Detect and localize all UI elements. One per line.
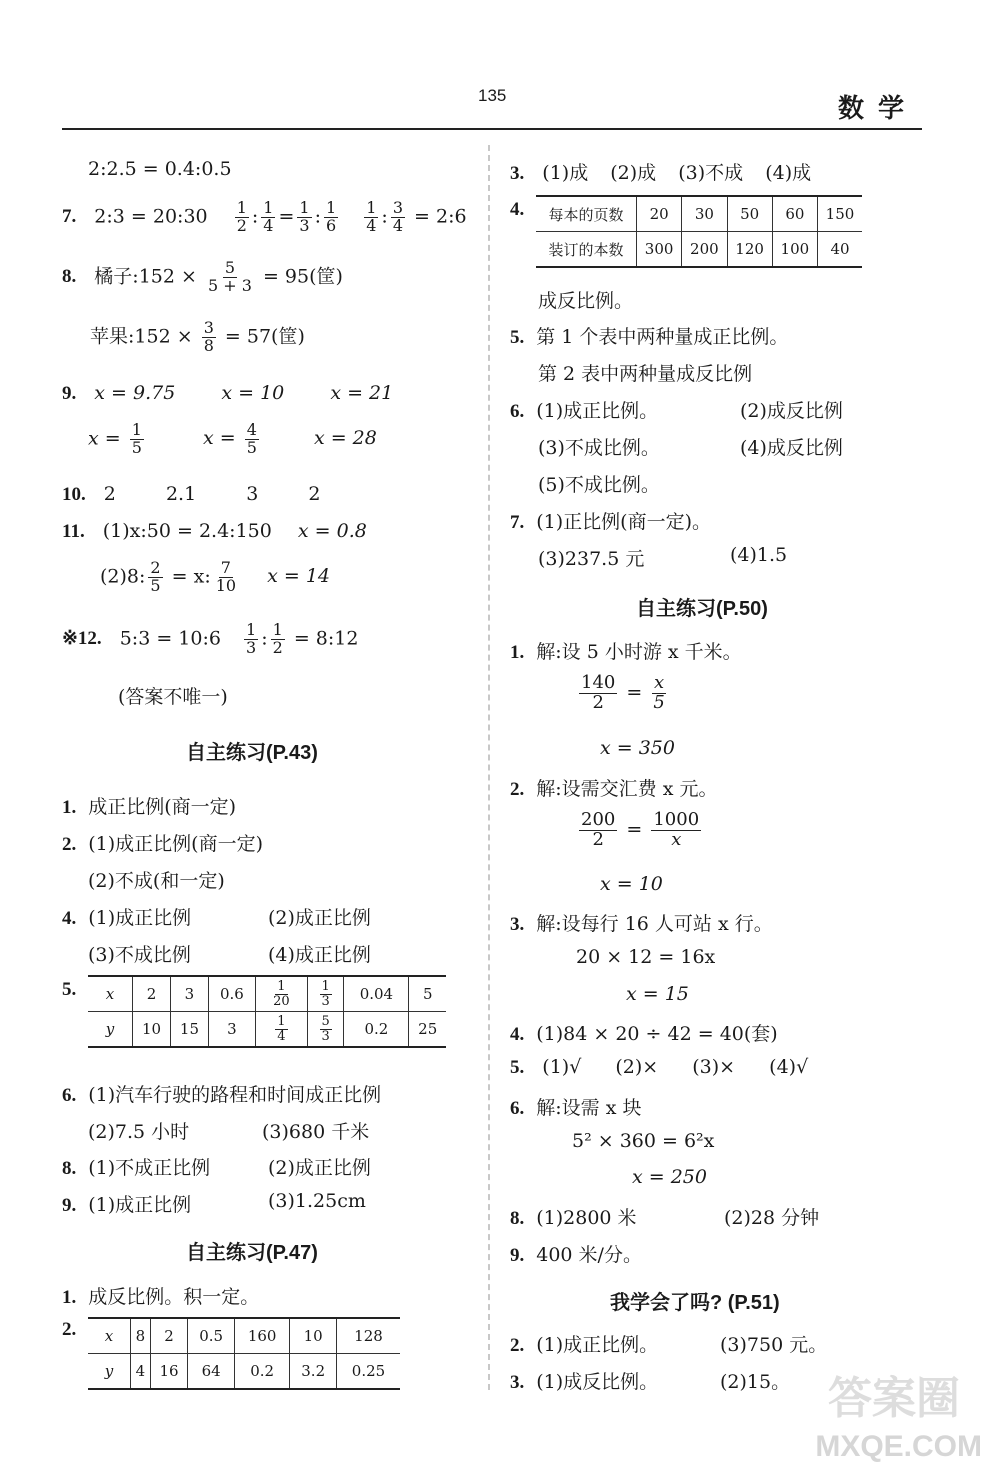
r-answer-7b: (3)237.5 元 (538, 548, 645, 570)
table-cell: 160 (234, 1318, 290, 1354)
q-number: 7. (62, 206, 77, 228)
table-cell: 200 (682, 232, 727, 268)
fraction: $\frac{1}{6}$ (325, 198, 337, 235)
fraction: $\frac{7}{10}$ (215, 558, 237, 595)
value: 2 (308, 483, 321, 505)
q-number: 2. (510, 779, 525, 800)
table-cell: 3.2 (290, 1354, 337, 1390)
answer-12: ※12. 5:3 = 10:6 $\frac{1}{3}$ : $\frac{1}{2}$ = 8:12 (62, 620, 359, 657)
p43-answer-6a (62, 1080, 381, 1107)
fraction: $\frac{1}{2}$ (272, 620, 283, 657)
answer-text: 成正比例(商一定) (88, 796, 237, 818)
fraction: $\frac{1}{3}$ (246, 620, 257, 657)
q-number: 9. (62, 383, 77, 404)
table-cell: 2 (150, 1318, 188, 1354)
table-cell: 40 (818, 232, 863, 268)
answer-text: (4)成 (765, 162, 812, 184)
p50-solution-6: x = 250 (632, 1166, 707, 1188)
answer-text: (1)成正比例 (88, 907, 192, 929)
answer-text: (1)汽车行驶的路程和时间成正比例 (88, 1084, 382, 1106)
answer-11a (62, 520, 367, 543)
answer-text: (3)不成 (678, 162, 744, 184)
xy-table-p47 (88, 1317, 400, 1390)
judgement: (4)√ (769, 1056, 809, 1078)
table-cell: 8 (131, 1318, 151, 1354)
fraction: $\frac{1}{5}$ (131, 420, 142, 457)
table-cell: y (88, 1012, 133, 1048)
q-number: 3. (510, 163, 525, 184)
solution: x = (202, 427, 236, 450)
p43-answer-5-label (62, 978, 88, 1001)
r-answer-4-after: 成反比例。 (538, 290, 634, 312)
table-cell: $\frac{1}{4}$ (255, 1012, 307, 1048)
p43-answer-9a (62, 1190, 191, 1217)
q-number: 9. (62, 1195, 77, 1216)
p50-equation-1: $\frac{140}{2}$ = $\frac{x}{5}$ (581, 672, 665, 713)
q-number: 5. (62, 979, 77, 1000)
table-cell: y (88, 1354, 131, 1390)
r-answer-5a (510, 322, 788, 349)
judgement: (1)√ (542, 1056, 582, 1078)
p50-equation-2: $\frac{200}{2}$ = $\frac{1000}{x}$ (581, 809, 700, 850)
q-number: 8. (510, 1208, 525, 1229)
q-number: 8. (62, 1158, 77, 1179)
answer-9a (62, 382, 393, 405)
table-cell: 装订的本数 (536, 232, 637, 268)
table-cell: 15 (170, 1012, 208, 1048)
q-number: 1. (62, 1287, 77, 1308)
table-cell: 3 (208, 1012, 255, 1048)
solution: x = (88, 427, 121, 450)
p43-answer-8a (62, 1153, 210, 1180)
answer-text: (1)成正比例(商一定) (88, 833, 263, 855)
answer-text: (1)正比例(商一定)。 (536, 511, 711, 533)
r-answer-6a (510, 396, 658, 423)
expr-text: = 57(筐) (224, 325, 305, 348)
q-number: 4. (510, 199, 525, 220)
q-number: 8. (62, 266, 77, 288)
q-number: 2. (62, 834, 77, 855)
expr-text: = 8:12 (293, 627, 359, 650)
solution: x = 0.8 (297, 520, 367, 542)
table-cell: 10 (133, 1012, 171, 1048)
p51-answer-3b: (2)15。 (720, 1371, 791, 1393)
q-number: 5. (510, 327, 525, 348)
judgement: (3)× (692, 1056, 736, 1078)
fraction: $\frac{1}{4}$ (366, 198, 377, 235)
table-cell: 4 (131, 1354, 151, 1390)
p47-answer-1 (62, 1282, 259, 1309)
answer-7: 7. 2:3 = 20:30 $\frac{1}{2}$ : $\frac{1}{4}$ = $\frac{1}{3}$ : $\frac{1}{6}$ $\frac{1}{4}$ : $\frac{3}{4}$ = 2:6 (62, 198, 467, 235)
answer-text: (1)84 × 20 ÷ 42 = 40(套) (536, 1023, 778, 1045)
answer-11b (100, 560, 330, 595)
q-number: 3. (510, 914, 525, 935)
answer-text: (1)成正比例 (88, 1194, 192, 1216)
solution: x = 9.75 (94, 382, 176, 404)
table-cell: $\frac{1}{20}$ (255, 976, 307, 1012)
q-number: 3. (510, 1372, 525, 1393)
table-cell: 16 (150, 1354, 188, 1390)
table-cell: 300 (637, 232, 682, 268)
table-cell: 30 (682, 196, 727, 232)
table-cell: 10 (290, 1318, 337, 1354)
table-cell: 0.6 (208, 976, 255, 1012)
answer-8a (62, 260, 343, 295)
p51-answer-2b: (3)750 元。 (720, 1334, 828, 1356)
fraction: $\frac{1}{2}$ (236, 198, 247, 235)
answer-text: 第 1 个表中两种量成正比例。 (536, 326, 789, 348)
answer-text: 解:设需交汇费 x 元。 (536, 778, 718, 800)
q-number: 4. (62, 908, 77, 929)
solution: x = 10 (221, 382, 285, 404)
fraction: $\frac{4}{5}$ (246, 420, 257, 457)
p50-answer-9 (510, 1240, 642, 1267)
table-cell: 0.04 (344, 976, 409, 1012)
solution: x = 21 (330, 382, 394, 404)
q-number: 4. (510, 1024, 525, 1045)
r-answer-6d: (4)成反比例 (740, 437, 843, 459)
p43-answer-4b: (2)成正比例 (268, 907, 371, 929)
table-cell: 0.2 (344, 1012, 409, 1048)
q-number: 6. (62, 1085, 77, 1106)
table-cell: 100 (772, 232, 817, 268)
answer-text: (1)不成正比例 (88, 1157, 211, 1179)
answer-text: (2)成 (610, 162, 657, 184)
table-cell: 5 (409, 976, 446, 1012)
r-answer-3 (510, 158, 811, 185)
table-cell: 120 (727, 232, 772, 268)
table-cell: $\frac{1}{3}$ (307, 976, 343, 1012)
answer-text: 解:设每行 16 人可站 x 行。 (536, 913, 773, 935)
p43-answer-6b: (2)7.5 小时 (88, 1121, 190, 1143)
r-answer-7a (510, 507, 711, 534)
answer-text: (1)成反比例。 (536, 1371, 659, 1393)
table-cell: 2 (133, 976, 171, 1012)
q-number: 2. (62, 1319, 77, 1340)
q-number: 11. (62, 521, 85, 542)
expr-text: 苹果:152 × (90, 325, 193, 348)
p43-answer-8b: (2)成正比例 (268, 1157, 371, 1179)
p47-answer-2-label (62, 1318, 88, 1341)
p43-answer-4a (62, 903, 191, 930)
table-cell: 25 (409, 1012, 446, 1048)
subject-title: 数学 (838, 94, 919, 124)
p43-answer-6c: (3)680 千米 (262, 1121, 370, 1143)
solution: x = 28 (313, 427, 377, 450)
q-number: 7. (510, 512, 525, 533)
expr-text: 5:3 = 10:6 (119, 627, 221, 650)
r-answer-6c: (3)不成比例。 (538, 437, 660, 459)
r-answer-5b: 第 2 表中两种量成反比例 (538, 363, 753, 385)
value: 2 (103, 483, 116, 505)
q-number: 2. (510, 1335, 525, 1356)
section-title-p43: 自主练习(P.43) (186, 742, 318, 764)
watermark-url: MXQE.COM (815, 1430, 982, 1463)
column-divider (488, 145, 490, 1390)
table-cell: 150 (818, 196, 863, 232)
answer-text: 400 米/分。 (536, 1244, 642, 1266)
p43-answer-4c: (3)不成比例 (88, 944, 191, 966)
fraction: $\frac{1}{3}$ (299, 198, 310, 235)
q-number: ※12. (62, 628, 102, 650)
table-cell: 50 (727, 196, 772, 232)
fraction: $\frac{1}{4}$ (263, 198, 274, 235)
r-answer-6e: (5)不成比例。 (538, 474, 660, 496)
p50-equation-6: 5² × 360 = 6²x (572, 1130, 715, 1152)
expr-text: (1)x:50 = 2.4:150 (102, 520, 272, 542)
p43-answer-2a (62, 829, 263, 856)
r-answer-7c: (4)1.5 (730, 544, 788, 566)
q-number: 1. (62, 797, 77, 818)
answer-text: (1)2800 米 (536, 1207, 637, 1229)
table-cell: 64 (188, 1354, 235, 1390)
r-answer-4-label (510, 198, 536, 221)
expr-text: (2)8: (100, 565, 146, 588)
p51-answer-2a (510, 1330, 658, 1357)
expr-text: = 95(筐) (262, 265, 343, 288)
answer-text: 成反比例。积一定。 (88, 1286, 260, 1308)
table-cell: x (88, 976, 133, 1012)
expr-text: = x: (171, 565, 211, 588)
p50-answer-5 (510, 1056, 808, 1079)
q-number: 10. (62, 484, 86, 505)
section-title-p51: 我学会了吗? (P.51) (610, 1292, 780, 1314)
table-cell: 3 (170, 976, 208, 1012)
fraction: $\frac{200}{2}$ (581, 809, 616, 850)
section-title-p50: 自主练习(P.50) (636, 598, 768, 620)
q-number: 6. (510, 401, 525, 422)
answer-8b (90, 320, 305, 355)
xy-table-p43 (88, 975, 446, 1048)
p50-answer-8b: (2)28 分钟 (724, 1207, 820, 1229)
p50-answer-4 (510, 1019, 778, 1046)
table-cell: 128 (336, 1318, 400, 1354)
p50-answer-3 (510, 909, 773, 936)
q-number: 1. (510, 642, 525, 663)
p50-answer-2 (510, 774, 717, 801)
p50-answer-8a (510, 1203, 637, 1230)
table-cell: 0.5 (188, 1318, 235, 1354)
fraction: $\frac{3}{8}$ (203, 318, 214, 355)
value: 2.1 (165, 483, 197, 505)
p50-answer-6 (510, 1093, 641, 1120)
answer-text: (1)成正比例。 (536, 400, 659, 422)
p50-equation-3: 20 × 12 = 16x (576, 946, 716, 968)
judgement: (2)× (615, 1056, 659, 1078)
p50-solution-3: x = 15 (626, 983, 689, 1005)
section-title-p47: 自主练习(P.47) (186, 1242, 318, 1264)
ratio-a: 2:3 = 20:30 (94, 205, 208, 228)
answer-9b (88, 422, 377, 457)
p51-answer-3a (510, 1367, 658, 1394)
p50-solution-2: x = 10 (600, 873, 663, 895)
page-number: 135 (478, 86, 507, 105)
answer-text: (1)成正比例。 (536, 1334, 659, 1356)
table-cell: 0.25 (336, 1354, 400, 1390)
q-number: 5. (510, 1057, 525, 1078)
table-cell: x (88, 1318, 131, 1354)
table-cell: 0.2 (234, 1354, 290, 1390)
p43-answer-2b: (2)不成(和一定) (88, 870, 225, 892)
line-ratio: 2:2.5 = 0.4:0.5 (88, 158, 232, 180)
ratio-tail: = 2:6 (414, 205, 467, 228)
r-answer-6b: (2)成反比例 (740, 400, 843, 422)
expr-text: 橘子:152 × (94, 265, 197, 288)
header-rule (62, 128, 922, 130)
p50-solution-1: x = 350 (600, 737, 675, 759)
fraction: $\frac{x}{5}$ (653, 672, 665, 713)
answer-text: (1)成 (542, 162, 589, 184)
table-cell: 60 (772, 196, 817, 232)
table-cell: $\frac{5}{3}$ (307, 1012, 343, 1048)
watermark-logo: 答案圈 (828, 1373, 960, 1424)
q-number: 6. (510, 1098, 525, 1119)
fraction: $\frac{3}{4}$ (392, 198, 403, 235)
answer-text: 解:设 5 小时游 x 千米。 (536, 641, 742, 663)
p50-answer-1 (510, 637, 742, 664)
answer-text: 解:设需 x 块 (536, 1097, 642, 1119)
fraction: $\frac{5}{5 + 3}$ (207, 258, 252, 295)
table-cell: 20 (637, 196, 682, 232)
value: 3 (246, 483, 259, 505)
fraction: $\frac{2}{5}$ (150, 558, 161, 595)
pages-books-table (536, 195, 862, 268)
table-cell: 每本的页数 (536, 196, 637, 232)
answer-note: (答案不唯一) (118, 686, 228, 708)
q-number: 9. (510, 1245, 525, 1266)
p43-answer-1 (62, 792, 236, 819)
fraction: $\frac{1000}{x}$ (653, 809, 700, 850)
p43-answer-4d: (4)成正比例 (268, 944, 371, 966)
fraction: $\frac{140}{2}$ (581, 672, 616, 713)
answer-10 (62, 483, 320, 506)
p43-answer-9b: (3)1.25cm (268, 1190, 366, 1212)
solution: x = 14 (267, 565, 331, 588)
